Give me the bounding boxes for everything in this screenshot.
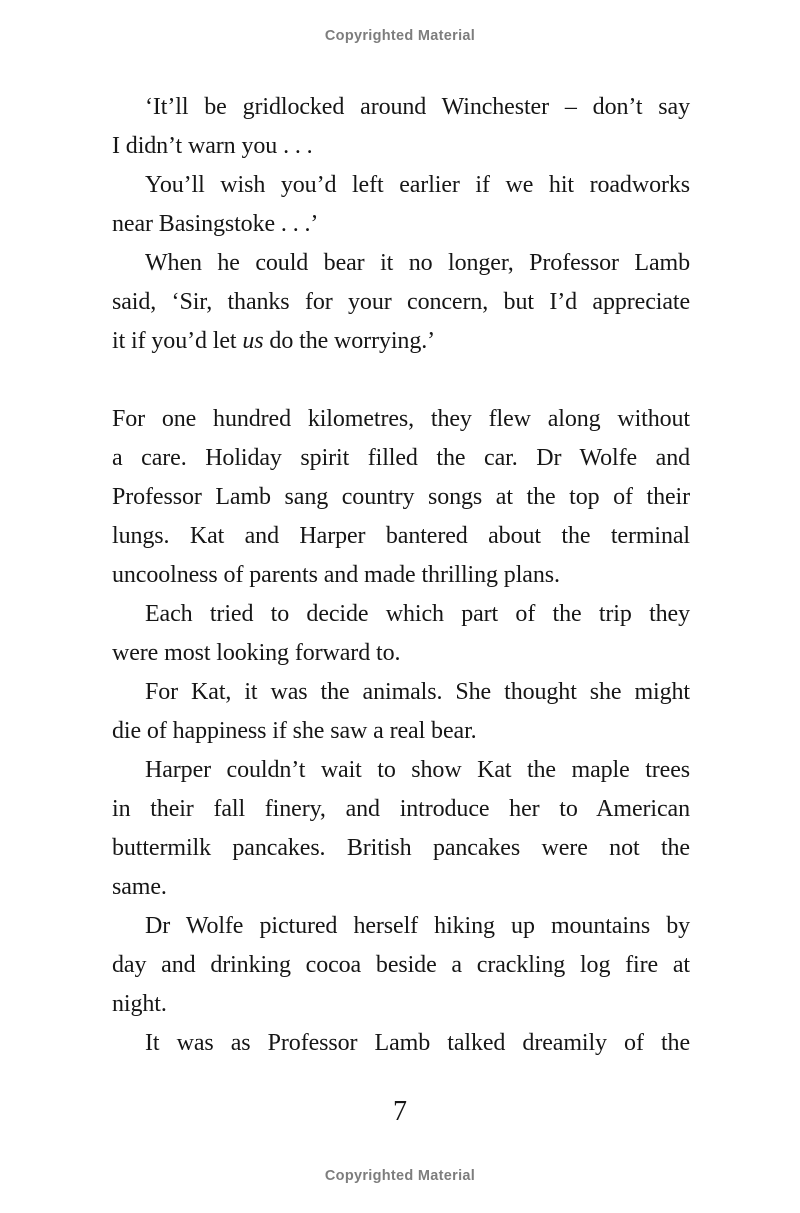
paragraph — [112, 88, 690, 166]
text-segment: uncoolness of parents and made thrilling plans. — [112, 562, 560, 588]
text-segment: Professor Lamb sang country songs at the top of their — [112, 484, 690, 510]
text-segment: It was as Professor Lamb talked dreamily of the — [145, 1030, 690, 1056]
text-segment: a care. Holiday spirit filled the car. Dr Wolfe and — [112, 445, 690, 471]
text-line — [112, 673, 690, 712]
text-segment: near Basingstoke . . .’ — [112, 211, 319, 237]
text-segment: were most looking forward to. — [112, 640, 401, 666]
text-segment: Each tried to decide which part of the trip they — [145, 601, 690, 627]
text-segment: ‘It’ll be gridlocked around Winchester – don’t say — [145, 94, 690, 120]
text-line — [112, 556, 690, 595]
text-segment: When he could bear it no longer, Professor Lamb — [145, 250, 690, 276]
text-line — [112, 712, 690, 751]
text-line — [112, 244, 690, 283]
text-line — [112, 634, 690, 673]
text-line — [112, 946, 690, 985]
paragraph — [112, 673, 690, 751]
text-segment: day and drinking cocoa beside a crackling log fire at — [112, 952, 690, 978]
italic-text-segment: us — [242, 328, 264, 354]
text-line — [112, 517, 690, 556]
text-line — [112, 790, 690, 829]
page-text — [112, 88, 690, 1063]
text-line — [112, 283, 690, 322]
text-segment: it if you’d let — [112, 328, 243, 354]
text-line — [112, 400, 690, 439]
text-segment: Dr Wolfe pictured herself hiking up mountains by — [145, 913, 690, 939]
text-line — [112, 127, 690, 166]
text-segment: You’ll wish you’d left earlier if we hit roadworks — [145, 172, 690, 198]
text-line — [112, 439, 690, 478]
paragraph — [112, 400, 690, 595]
text-line — [112, 595, 690, 634]
text-segment: night. — [112, 991, 167, 1017]
text-segment: lungs. Kat and Harper bantered about the terminal — [112, 523, 690, 549]
text-line — [112, 985, 690, 1024]
text-segment: I didn’t warn you . . . — [112, 133, 313, 159]
text-line — [112, 205, 690, 244]
text-segment: die of happiness if she saw a real bear. — [112, 718, 477, 744]
paragraph — [112, 907, 690, 1024]
page-number: 7 — [393, 1096, 407, 1127]
text-line — [112, 907, 690, 946]
text-segment: said, ‘Sir, thanks for your concern, but I’d appreciate — [112, 289, 690, 315]
paragraph — [112, 166, 690, 244]
text-line — [112, 829, 690, 868]
text-line — [112, 478, 690, 517]
text-segment: For one hundred kilometres, they flew along without — [112, 406, 690, 432]
paragraph — [112, 244, 690, 361]
text-segment: same. — [112, 874, 167, 900]
text-segment: in their fall finery, and introduce her to American — [112, 796, 690, 822]
copyright-notice-top: Copyrighted Material — [324, 28, 476, 44]
text-segment: buttermilk pancakes. British pancakes were not the — [112, 835, 690, 861]
text-line — [112, 322, 690, 361]
text-line — [112, 166, 690, 205]
text-segment: Harper couldn’t wait to show Kat the maple trees — [145, 757, 690, 783]
text-line — [112, 751, 690, 790]
paragraph — [112, 751, 690, 907]
paragraph — [112, 1024, 690, 1063]
copyright-notice-bottom: Copyrighted Material — [324, 1168, 476, 1184]
text-line — [112, 1024, 690, 1063]
text-segment: For Kat, it was the animals. She thought she might — [145, 679, 690, 705]
text-line — [112, 868, 690, 907]
text-line — [112, 88, 690, 127]
text-segment: do the worrying.’ — [263, 328, 436, 354]
paragraph — [112, 595, 690, 673]
